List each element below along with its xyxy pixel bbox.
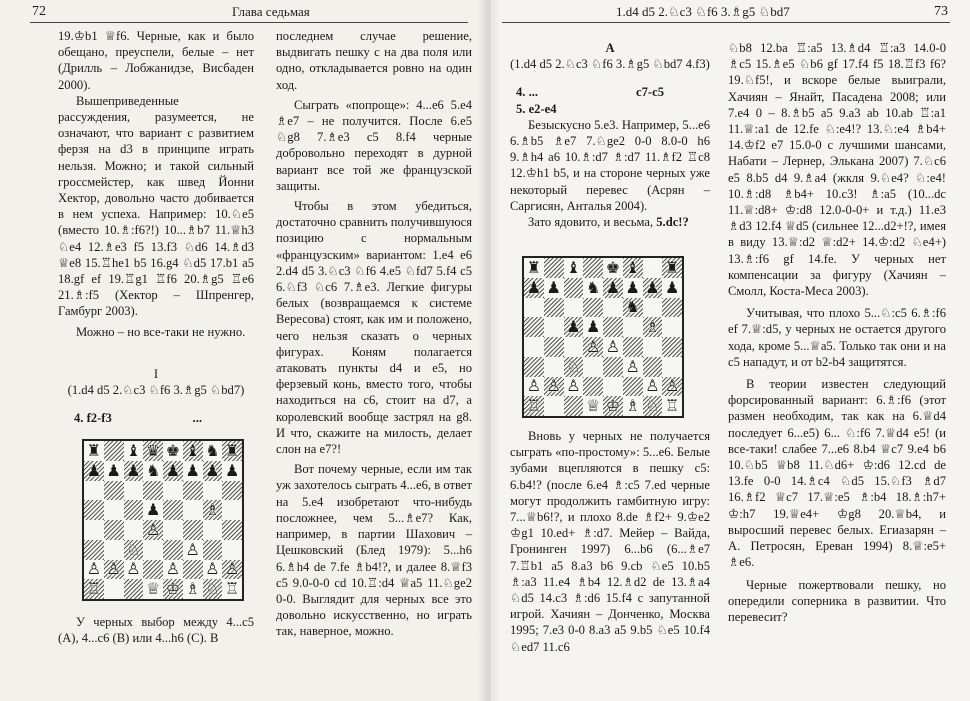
paragraph: Можно – но все-таки не нужно.: [76, 324, 246, 339]
paragraph: Учитывая, что плохо 5...♘:c5 6.♗:f6 ef 7.♕:d5, у черных не остается другого хода, кроме 5...♕a5. Только так они и на c5 нападут, и от b2-b4 защитятся.: [728, 306, 946, 369]
right-page-number: 73: [934, 4, 948, 19]
chess-piece-icon: ♜: [526, 258, 542, 277]
board-square: [643, 278, 663, 298]
board-square: [524, 357, 544, 377]
paragraph: 19.♔b1 ♕f6. Черные, как и было обещано, преуспели, белые – нет (Дрилль – Лобжанидзе, Висбаден 2000).: [58, 29, 254, 92]
paragraph-text: Зато ядовито, и весьма,: [528, 215, 657, 230]
board-square: [203, 560, 223, 580]
paragraph: Вновь у черных не получается сыграть «по-простому»: 5...e6. Белые зубами вцепляются в пешку c5: 6.b4!? (после 6.e4 ♗:c5 7.ed черные могут продолжить гамбитную игру: 7...♕b6!?, и плохо 8.de ♗f2+ 9.♔e2 ♔g1 10.ed+ ♗:d7. Мейер – Вайда, Гронинген 1997) 6...b6 (6...♗e7 7.♖b1 a5 8.a3 b6 9.cb ♘e5 10.b5 ♗:a3 11.e4 ♗b4 12.♗d2 de 13.♗a4 ♘d5 14.c3 ♗:d6 15.f4 с запутанной игрой. Хачиян – Донченко, Москва 1995; 7.e3 0-0 8.a3 a5 9.b5 ♘e5 10.f4 ♘ed7 11.c6: [510, 429, 710, 654]
board-square: [222, 441, 242, 461]
board-square: [564, 258, 584, 278]
chess-piece-icon: ♙: [106, 559, 121, 579]
board-square: [662, 317, 682, 337]
board-square: [643, 337, 663, 357]
board-square: [203, 461, 223, 481]
board-square: [603, 258, 623, 278]
board-square: [163, 461, 183, 481]
move-white: 4. ...: [516, 85, 539, 100]
board-square: [583, 317, 603, 337]
board-square: [643, 317, 663, 337]
chess-diagram-left: [82, 439, 244, 601]
board-square: [583, 377, 603, 397]
chess-piece-icon: ♗: [185, 579, 200, 599]
left-header-rule: [30, 22, 468, 23]
chess-piece-icon: ♙: [664, 376, 680, 396]
board-square: [104, 461, 124, 481]
board-square: [143, 441, 163, 461]
left-column-1: [58, 28, 254, 426]
chess-diagram-right: [522, 256, 684, 418]
board-square: [583, 298, 603, 318]
board-square: [143, 540, 163, 560]
board-square: [143, 579, 163, 599]
board-square: [643, 357, 663, 377]
paragraph: Чтобы в этом убедиться, достаточно сравнить получившуюся позицию с нормальным «французским» вариантом: 1.e4 e6 2.d4 d5 3.♘c3 ♘f6 4.e5 ♘fd7 5.f4 c5 6.♘f3 ♘c6 7.♗e3. Легкие фигуры белых (возвращаемся к системе Вересова) стоят, как им и положено, чего нельзя сказать о черных фигурах. Коням полагается атаковать пункты d4 и e5, но ферзевый конь, вместо того, чтобы находиться на c6, стоит на d7, а королевский вообще застрял на g8. И что, скажите на милость, делает слон на e7?!: [276, 199, 472, 457]
move-black: c7-c5: [636, 85, 664, 100]
board-square: [84, 540, 104, 560]
board-square: [222, 461, 242, 481]
board-square: [84, 500, 104, 520]
board-square: [183, 579, 203, 599]
paragraph: ♘b8 12.ba ♖:a5 13.♗d4 ♖:a3 14.0-0 ♗c5 15.♗e5 ♘b6 gf 17.f4 f5 18.♖f3 f6? 19.♘f5!, и вскоре белые выиграли, Хачиян – Янайт, Пасадена 2008; или 7.e4 0 – 8.♗b5 a5 9.a3 ab 10.ab ♖:a1 11.♕:a1 de 12.fe ♘:e4!? 13.♘:e4 ♗b4+ 14.♔f2 e7 15.0-0 с лучшими шансами, Набати – Лернер, Элькана 2007) 7.♘c6 e5 8.b5 d4 9.♗a4 (жкля 9.♘e4? ♘:e4! 10.♗:d8 ♗b4+ 10.c3! ♗:a5 (10...dc 11.♕:d8+ ♔:d8 12.0-0-0+ и т.д.) 11.e3 ♗d3 12.f4 ♕d5 (сильнее 12...d2+!?, имея в виду 13.♕:d2 ♕:d2+ 14.♔:d2 ♘e4+) 13.♗:f6 gf 14.fe. У черных нет компенсации за фигуру (Хачиян – Смолл, Коста-Меса 2003).: [728, 41, 946, 299]
paragraph: [510, 214, 710, 230]
key-move: 5.dc!?: [656, 215, 689, 230]
chess-piece-icon: ♟: [224, 460, 240, 480]
board-square: [524, 377, 544, 397]
board-square: [564, 278, 584, 298]
board-square: [603, 337, 623, 357]
chess-piece-icon: ♙: [546, 376, 561, 396]
chess-piece-icon: ♝: [185, 441, 200, 460]
board-square: [643, 298, 663, 318]
chess-piece-icon: ♙: [625, 356, 640, 376]
board-square: [124, 461, 144, 481]
board-square: [84, 481, 104, 501]
chess-piece-icon: ♟: [526, 277, 542, 297]
board-square: [222, 560, 242, 580]
paragraph: В теории известен следующий форсированный вариант: 6.♗:f6 (этот размен необходим, так как на 6.♕d4 последует 6...e5) 6... ♘:f6 7.♕d4 e5! (и все-таки! слабее 7...e6 8.b4 ♕c7 9.e4 b6 10.♘b5 ♕b8 11.♘d6+ ♔:d6 12.cd de 13.fe 0-0 14.♗c4 ♘d5 15.♘f3 ♗d7 16.♗f2 ♕c7 17.♕:e5 ♗:b4 18.♗:h7+ ♔:h7 19.♕e4+ ♔g8 20.♕b4, и выросший перевес белых. Егиазарян – А. Петросян, Ереван 1994) 8.♕:e5+ ♗e6.: [728, 377, 946, 570]
chess-piece-icon: ♟: [585, 317, 601, 337]
board-square: [544, 317, 564, 337]
board-square: [203, 500, 223, 520]
chess-piece-icon: ♟: [185, 460, 200, 480]
chess-piece-icon: ♞: [585, 277, 601, 297]
board-square: [623, 377, 643, 397]
board-square: [163, 579, 183, 599]
chess-piece-icon: ♖: [86, 579, 102, 599]
chess-piece-icon: ♚: [605, 258, 621, 277]
board-square: [524, 317, 544, 337]
chess-piece-icon: ♘: [566, 356, 581, 376]
chess-piece-icon: ♗: [205, 500, 220, 520]
board-square: [524, 258, 544, 278]
board-square: [603, 357, 623, 377]
board-square: [222, 520, 242, 540]
board-square: [623, 357, 643, 377]
chess-piece-icon: ♟: [605, 277, 621, 297]
board-square: [124, 579, 144, 599]
chess-piece-icon: ♙: [605, 337, 621, 356]
section-moves: (1.d4 d5 2.♘c3 ♘f6 3.♗g5 ♘bd7): [67, 383, 245, 398]
board-square: [662, 278, 682, 298]
board-square: [143, 520, 163, 540]
chess-piece-icon: ♙: [645, 376, 660, 396]
chess-piece-icon: ♘: [645, 396, 660, 416]
board-square: [623, 337, 643, 357]
chess-piece-icon: ♟: [205, 460, 220, 480]
board-square: [163, 481, 183, 501]
board-square: [183, 461, 203, 481]
board-square: [104, 500, 124, 520]
board-square: [143, 481, 163, 501]
board-square: [183, 560, 203, 580]
board-square: [124, 520, 144, 540]
board-square: [662, 377, 682, 397]
right-page: [488, 0, 970, 701]
chess-piece-icon: ♟: [126, 460, 141, 480]
board-square: [564, 357, 584, 377]
board-square: [583, 396, 603, 416]
chess-piece-icon: ♙: [165, 559, 181, 579]
board-square: [564, 396, 584, 416]
chess-piece-icon: ♙: [526, 376, 542, 396]
chess-piece-icon: ♖: [224, 579, 240, 599]
board-square: [524, 298, 544, 318]
chess-piece-icon: ♕: [585, 396, 601, 416]
left-column-2: [276, 28, 472, 640]
left-column-1-bottom: [58, 614, 254, 646]
board-square: [544, 278, 564, 298]
board-square: [583, 278, 603, 298]
board-square: [564, 317, 584, 337]
section-heading: I: [153, 366, 159, 381]
chess-piece-icon: ♜: [224, 441, 240, 460]
paragraph: последнем случае решение, выдвигать пешку с на два поля или одно, откладывается ровно на один ход.: [276, 29, 472, 92]
board-square: [183, 481, 203, 501]
paragraph: Сыграть «попроще»: 4...e6 5.e4 ♗e7 – не получится. После 6.e5 ♘g8 7.♗e3 c5 8.f4 черные добровольно переходят в дурной вариант все той же французской защиты.: [276, 97, 472, 193]
board-square: [583, 258, 603, 278]
board-square: [104, 520, 124, 540]
chess-piece-icon: ♟: [645, 277, 660, 297]
board-square: [124, 481, 144, 501]
board-square: [183, 441, 203, 461]
book-gutter: [478, 0, 500, 701]
board-square: [643, 396, 663, 416]
chess-piece-icon: ♟: [566, 317, 581, 337]
move-white: 4. f2-f3: [74, 411, 112, 426]
board-square: [203, 540, 223, 560]
chess-piece-icon: ♙: [126, 559, 141, 579]
paragraph: У черных выбор между 4...c5 (A), 4...c6 (B) или 4...h6 (C). В: [58, 615, 254, 646]
section-moves: (1.d4 d5 2.♘c3 ♘f6 3.♗g5 ♘bd7 4.f3): [510, 57, 710, 72]
board-square: [524, 337, 544, 357]
chess-piece-icon: ♛: [145, 441, 161, 460]
board-square: [163, 560, 183, 580]
board-square: [84, 579, 104, 599]
right-header-rule: [502, 22, 950, 23]
chess-piece-icon: ♔: [605, 396, 621, 416]
board-square: [564, 298, 584, 318]
chess-piece-icon: ♙: [585, 337, 601, 356]
board-square: [124, 500, 144, 520]
chess-piece-icon: ♙: [224, 559, 240, 579]
board-square: [623, 278, 643, 298]
chess-piece-icon: ♘: [126, 539, 141, 559]
board-square: [583, 337, 603, 357]
right-running-head: 1.d4 d5 2.♘c3 ♘f6 3.♗g5 ♘bd7: [616, 4, 790, 19]
chess-piece-icon: ♔: [165, 579, 181, 599]
board-square: [84, 560, 104, 580]
board-square: [183, 540, 203, 560]
board-square: [544, 357, 564, 377]
move-black: ...: [192, 411, 202, 426]
board-square: [183, 520, 203, 540]
chess-piece-icon: ♟: [625, 277, 640, 297]
board-square: [662, 357, 682, 377]
board-square: [643, 377, 663, 397]
chess-piece-icon: ♜: [86, 441, 102, 460]
board-square: [564, 337, 584, 357]
paragraph: Безыскусно 5.e3. Например, 5...e6 6.♗b5 ♗e7 7.♘ge2 0-0 8.0-0 h6 9.♗h4 a6 10.♗:d7 ♗:d7 11.♗f2 ♖c8 12.♔h1 b5, и на стороне черных уже некоторый перевес (Асрян – Саргисян, Анталья 2004).: [510, 117, 710, 213]
board-square: [183, 500, 203, 520]
board-square: [143, 461, 163, 481]
board-square: [124, 560, 144, 580]
board-square: [203, 579, 223, 599]
chess-piece-icon: ♟: [546, 277, 561, 297]
paragraph: Вот почему черные, если им так уж захотелось сыграть 4...e6, в ответ на 5.e4 изобретают что-нибудь посложнее, чем 5...♗e7? Как, например, в партии Шахович – Цешковский (Блед 1979): 5...h6 6.♗h4 de 7.fe ♗b4!?, и далее 8.♕f3 c5 9.0-0-0 cd 10.♖:d4 ♕a5 11.♘ge2 0-0. Выглядит для черных все это довольно искусственно, но играть так, наверное, можно.: [276, 462, 472, 639]
board-square: [104, 481, 124, 501]
board-square: [623, 317, 643, 337]
board-square: [643, 258, 663, 278]
right-column-2: [728, 40, 946, 625]
board-square: [544, 396, 564, 416]
chess-piece-icon: ♟: [106, 460, 121, 480]
board-square: [84, 461, 104, 481]
chess-piece-icon: ♙: [566, 376, 581, 396]
board-square: [603, 278, 623, 298]
board-square: [143, 560, 163, 580]
board-square: [104, 441, 124, 461]
board-square: [603, 317, 623, 337]
board-square: [203, 481, 223, 501]
board-square: [623, 396, 643, 416]
board-square: [104, 579, 124, 599]
chess-piece-icon: ♙: [185, 539, 200, 559]
board-square: [203, 520, 223, 540]
board-square: [544, 258, 564, 278]
board-square: [524, 278, 544, 298]
board-square: [104, 560, 124, 580]
board-square: [222, 481, 242, 501]
board-square: [603, 377, 623, 397]
board-square: [222, 500, 242, 520]
board-square: [544, 298, 564, 318]
board-square: [163, 520, 183, 540]
chess-piece-icon: ♗: [645, 317, 660, 337]
board-square: [564, 377, 584, 397]
board-square: [222, 540, 242, 560]
chess-piece-icon: ♙: [205, 559, 220, 579]
board-square: [583, 357, 603, 377]
chess-piece-icon: ♟: [86, 460, 102, 480]
board-square: [623, 298, 643, 318]
paragraph: Черные пожертвовали пешку, но опередили соперника в развитии. Что перевесит?: [728, 577, 946, 624]
chess-piece-icon: ♟: [664, 277, 680, 297]
chess-piece-icon: ♕: [145, 579, 161, 599]
board-square: [524, 396, 544, 416]
chess-piece-icon: ♝: [625, 258, 640, 277]
board-square: [662, 258, 682, 278]
board-square: [104, 540, 124, 560]
chess-piece-icon: ♝: [126, 441, 141, 460]
chess-piece-icon: ♟: [165, 460, 181, 480]
board-square: [124, 441, 144, 461]
board-square: [203, 441, 223, 461]
chess-piece-icon: ♙: [86, 559, 102, 579]
board-square: [603, 396, 623, 416]
section-heading: A: [605, 41, 615, 55]
board-square: [662, 337, 682, 357]
board-square: [163, 540, 183, 560]
move-heading: [510, 84, 710, 100]
board-square: [544, 377, 564, 397]
board-square: [662, 298, 682, 318]
left-running-head: Глава седьмая: [232, 4, 310, 19]
right-column-1-bottom: [510, 428, 710, 655]
chess-piece-icon: ♟: [145, 500, 161, 520]
board-square: [544, 337, 564, 357]
chess-piece-icon: ♜: [664, 258, 680, 277]
chess-piece-icon: ♚: [165, 441, 181, 460]
board-square: [163, 441, 183, 461]
chess-piece-icon: ♙: [145, 520, 161, 539]
board-square: [662, 396, 682, 416]
move-heading-2: 5. e2-e4: [516, 101, 557, 116]
right-column-1: [510, 40, 710, 230]
board-square: [84, 520, 104, 540]
chess-piece-icon: ♖: [664, 396, 680, 416]
chess-piece-icon: ♖: [526, 396, 542, 416]
move-heading: [58, 410, 254, 426]
left-page-number: 72: [32, 4, 46, 19]
board-square: [222, 579, 242, 599]
chess-piece-icon: ♞: [205, 441, 220, 460]
chess-piece-icon: ♘: [205, 579, 220, 599]
chess-piece-icon: ♞: [145, 460, 161, 480]
chess-piece-icon: ♗: [625, 396, 640, 416]
paragraph: Вышеприведенные рассуждения, разумеется, не означают, что вариант с развитием ферзя на d3 в принципе играть нельзя. Можно; и такой сильный гроссмейстер, как швед Йонни Хектор, довольно часто добивается в нем успеха. Например: 10.♘e5 (вместо 10.♗:f6?!) 10...♗b7 11.♕h3 ♘e4 12.♗e3 f5 13.f3 ♘d6 14.♗d3 ♕e8 15.♖he1 b5 16.g4 ♘d5 17.b1 a5 18.gf ef 19.♖g1 ♖f6 20.♗g5 ♖e6 21.♗:f5 (Хектор – Шпренгер, Гамбург 2003).: [58, 93, 254, 319]
board-square: [603, 298, 623, 318]
board-square: [124, 540, 144, 560]
board-square: [623, 258, 643, 278]
board-square: [84, 441, 104, 461]
board-square: [143, 500, 163, 520]
chess-piece-icon: ♞: [625, 297, 640, 317]
board-square: [163, 500, 183, 520]
chess-piece-icon: ♝: [566, 258, 581, 277]
